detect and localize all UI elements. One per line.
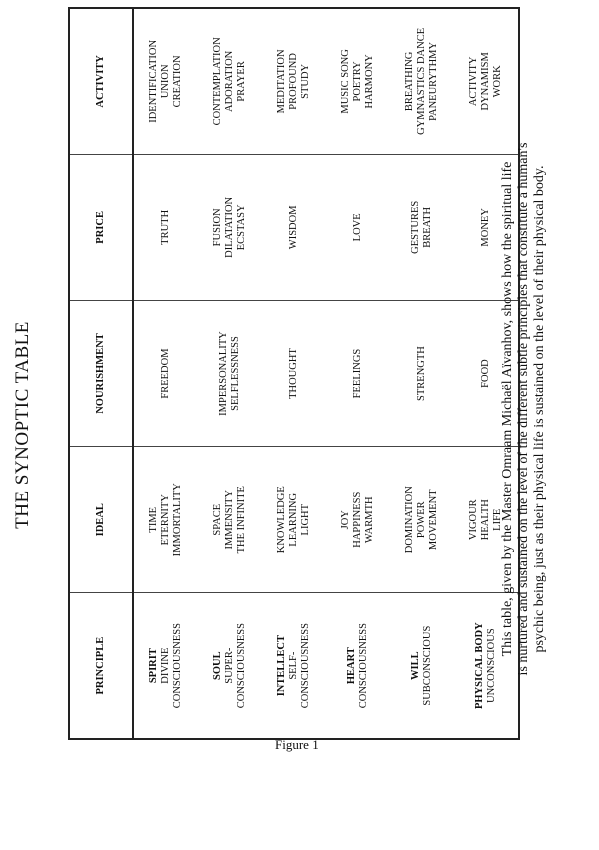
activity-item: MEDITATION	[276, 49, 287, 114]
ideal-item: DOMINATION	[404, 486, 415, 554]
cell-price	[326, 154, 390, 300]
ideal-item: POWER	[416, 501, 427, 539]
cell-activity	[262, 8, 326, 154]
cell-principle	[262, 593, 326, 739]
activity-item: BREATHING	[404, 51, 415, 112]
cell-nourishment	[262, 300, 326, 446]
price-item: FUSION	[212, 208, 223, 247]
principle-name: SOUL	[212, 651, 223, 680]
caption-line: This table, given by the Master Omraam Michaël Aïvanhov, shows how the spiritual life	[500, 161, 515, 657]
synoptic-table-wrap	[68, 7, 503, 740]
page-title: THE SYNOPTIC TABLE	[12, 321, 33, 529]
activity-item: UNION	[160, 64, 171, 99]
principle-name: WILL	[410, 651, 421, 680]
ideal-item: LEARNING	[288, 492, 299, 547]
figure-label: Figure 1	[275, 737, 319, 752]
price-item: LOVE	[352, 213, 363, 242]
cell-nourishment	[133, 300, 198, 446]
ideal-item: ETERNITY	[160, 494, 171, 546]
column-header-principle: PRINCIPLE	[69, 593, 133, 739]
ideal-item: WARMTH	[364, 496, 375, 544]
price-item: GESTURES	[410, 200, 421, 254]
ideal-item: SPACE	[212, 503, 223, 536]
cell-price	[133, 154, 198, 300]
table-row	[326, 8, 390, 739]
price-item: DILATATION	[224, 196, 235, 258]
ideal-item: THE INFINITE	[236, 486, 247, 554]
nourishment-item: IMPERSONALITY	[218, 331, 229, 416]
ideal-item: LIGHT	[300, 503, 311, 536]
principle-sub: CONSCIOUSNESS	[172, 623, 183, 709]
nourishment-item: FOOD	[480, 359, 491, 388]
principle-sub: CONSCIOUSNESS	[236, 623, 247, 709]
activity-item: STUDY	[300, 63, 311, 99]
nourishment-item: SELFLESSNESS	[230, 336, 241, 411]
ideal-item: TIME	[148, 506, 159, 533]
price-item: WISDOM	[288, 205, 299, 250]
cell-ideal	[262, 447, 326, 593]
table-row	[133, 8, 198, 739]
ideal-item: HAPPINESS	[352, 491, 363, 548]
ideal-item: JOY	[340, 510, 351, 530]
principle-sub: UNCONSCIOUS	[486, 628, 497, 703]
activity-item: CONTEMPLATION	[212, 37, 223, 126]
table-header-row	[69, 8, 133, 739]
ideal-item: LIFE	[492, 508, 503, 531]
table-row	[198, 8, 262, 739]
activity-item: DYNAMISM	[480, 52, 491, 111]
cell-ideal	[326, 447, 390, 593]
activity-item: HARMONY	[364, 54, 375, 109]
column-header-ideal: IDEAL	[69, 447, 133, 593]
activity-item: CREATION	[172, 55, 183, 108]
price-item: ECSTASY	[236, 204, 247, 251]
cell-activity	[133, 8, 198, 154]
activity-item: ACTIVITY	[468, 56, 479, 107]
ideal-item: IMMENSITY	[224, 489, 235, 550]
table-row	[262, 8, 326, 739]
cell-principle	[133, 593, 198, 739]
activity-item: PRAYER	[236, 61, 247, 102]
nourishment-item: FREEDOM	[160, 348, 171, 399]
nourishment-item: THOUGHT	[288, 348, 299, 399]
table-caption	[500, 64, 548, 754]
cell-nourishment	[326, 300, 390, 446]
principle-name: PHYSICAL BODY	[474, 622, 485, 709]
principle-sub: SELF-	[288, 651, 299, 680]
cell-activity	[390, 8, 454, 154]
caption-line: psychic being, just as their physical life is sustained on the level of their physical body.	[532, 165, 547, 653]
ideal-item: KNOWLEDGE	[276, 486, 287, 554]
price-item: TRUTH	[160, 209, 171, 245]
ideal-item: IMMORTALITY	[172, 483, 183, 557]
nourishment-item: STRENGTH	[416, 346, 427, 401]
ideal-item: MOVEMENT	[428, 489, 439, 551]
caption-line: is nurtured and sustained on the level of the different subtle principles that constitute a human's	[516, 142, 531, 676]
cell-principle	[390, 593, 454, 739]
activity-item: PROFOUND	[288, 53, 299, 110]
cell-ideal	[198, 447, 262, 593]
principle-name: SPIRIT	[148, 648, 159, 684]
activity-item: POETRY	[352, 61, 363, 102]
cell-principle	[198, 593, 262, 739]
cell-ideal	[390, 447, 454, 593]
price-item: BREATH	[422, 206, 433, 248]
cell-nourishment	[198, 300, 262, 446]
principle-sub: CONSCIOUSNESS	[358, 623, 369, 709]
cell-activity	[326, 8, 390, 154]
price-item: MONEY	[480, 208, 491, 247]
column-header-nourishment: NOURISHMENT	[69, 300, 133, 446]
activity-item: PANEURYTHMY	[428, 41, 439, 121]
ideal-item: HEALTH	[480, 499, 491, 541]
cell-principle	[326, 593, 390, 739]
column-header-price: PRICE	[69, 154, 133, 300]
column-header-activity: ACTIVITY	[69, 8, 133, 154]
synoptic-table	[68, 7, 520, 740]
activity-item: IDENTIFICATION	[148, 39, 159, 123]
cell-price	[262, 154, 326, 300]
activity-item: GYMNASTICS DANCE	[416, 27, 427, 135]
nourishment-item: FEELINGS	[352, 348, 363, 399]
principle-name: HEART	[346, 647, 357, 685]
cell-activity	[198, 8, 262, 154]
activity-item: MUSIC SONG	[340, 49, 351, 114]
principle-sub: CONSCIOUSNESS	[300, 623, 311, 709]
principle-sub: SUBCONSCIOUS	[422, 625, 433, 706]
principle-sub: SUPER-	[224, 647, 235, 684]
principle-name: INTELLECT	[276, 635, 287, 697]
cell-ideal	[133, 447, 198, 593]
table-row	[390, 8, 454, 739]
activity-item: WORK	[492, 65, 503, 98]
activity-item: ADORATION	[224, 50, 235, 112]
cell-price	[390, 154, 454, 300]
cell-nourishment	[390, 300, 454, 446]
principle-sub: DIVINE	[160, 647, 171, 684]
ideal-item: VIGOUR	[468, 499, 479, 541]
cell-price	[198, 154, 262, 300]
